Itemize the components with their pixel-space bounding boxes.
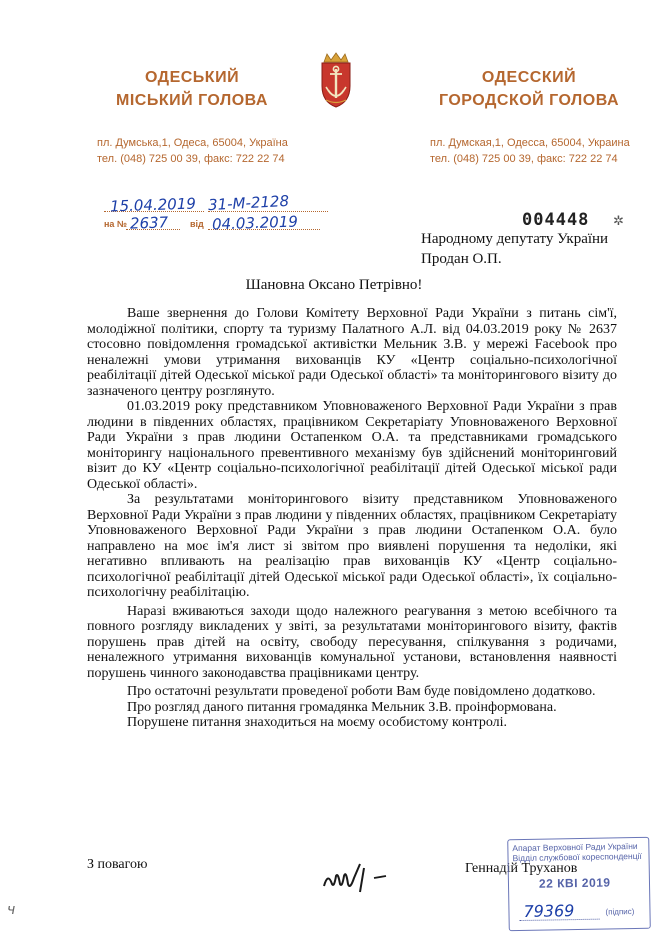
letter-body [87, 306, 617, 731]
from-date: 04.03.2019 [211, 212, 299, 234]
letterhead-left-title [92, 66, 292, 112]
margin-mark: ч [7, 902, 16, 918]
salutation: Шановна Оксано Петрівно! [245, 277, 423, 293]
handwritten-signature [320, 858, 410, 896]
right-address: пл. Думская,1, Одесса, 65004, Украина [430, 137, 630, 149]
signer-name: Геннадій Труханов [465, 861, 578, 876]
letterhead-right-contacts [430, 135, 660, 167]
letterhead-right-title [415, 66, 643, 112]
incoming-stamp [507, 837, 651, 931]
registration-date: 15.04.2019 [109, 194, 197, 216]
stamp-line2: Відділ службової кореспонденції [512, 850, 642, 864]
left-title-line1: ОДЕСЬКИЙ [144, 69, 240, 86]
sun-mark-icon: ✲ [613, 213, 624, 228]
paragraph-5: Про остаточні результати проведеної роботи Вам буде повідомлено додатково. [127, 684, 596, 699]
right-title-line2: ГОРОДСКОЙ ГОЛОВА [439, 92, 619, 109]
to-prefix: на № [104, 219, 127, 229]
to-number: 2637 [129, 213, 169, 233]
registration-block [104, 191, 334, 236]
paragraph-3: За результатами моніторингового візиту представником Уповноваженого Верховної Ради України з прав людини у південних областях, працівником Секретаріату Уповноваженого Верховної Ради України з прав людини Остапенком О.А. було направлено на моє ім'я лист зі звітом про виявлені порушення та недоліки, які негативно впливають на реалізацію прав вихованців КУ «Центр соціально-психологічної реабілітації дітей Одеської міської ради Одеської області», їх соціально-психологічну реабілітацію. [87, 492, 617, 600]
paragraph-7: Порушене питання знаходиться на моєму особистому контролі. [127, 715, 508, 730]
stamp-line1: Апарат Верховної Ради України [512, 840, 638, 854]
left-title-line2: МІСЬКИЙ ГОЛОВА [116, 92, 268, 109]
from-prefix: від [190, 219, 204, 229]
recipient-line1: Народному депутату України [421, 231, 609, 247]
stamp-sign-label: (підпис) [605, 907, 635, 917]
left-address: пл. Думська,1, Одеса, 65004, Україна [97, 137, 288, 149]
right-title-line1: ОДЕССКИЙ [481, 69, 577, 86]
paragraph-6: Про розгляд даного питання громадянка Мельник З.В. проінформована. [127, 699, 557, 715]
left-phone: тел. (048) 725 00 39, факс: 722 22 74 [97, 153, 285, 165]
registration-number: 31-М-2128 [207, 191, 290, 215]
stamp-number: 79369 [523, 901, 575, 921]
stamp-date: 22 КВІ 2019 [538, 875, 611, 891]
serial-number: 004448 [522, 210, 590, 230]
recipient-line2: Продан О.П. [421, 251, 502, 267]
paragraph-1: Ваше звернення до Голови Комітету Верховної Ради України з питань сім'ї, молодіжної політики, спорту та туризму Палатного А.Л. від 04.03.2019 року № 2637 стосовно повідомлення громадської активістки Мельник З.В. у мережі Facebook про неналежні умови утримання вихованців КУ «Центр соціально-психологічної реабілітації дітей Одеської міської ради Одеської області» та моніторингового візиту до зазначеного центру розглянуто. [87, 306, 617, 399]
right-phone: тел. (048) 725 00 39, факс: 722 22 74 [430, 153, 618, 165]
letterhead-left-contacts [97, 135, 327, 167]
coat-of-arms-emblem [318, 52, 354, 108]
paragraph-4: Наразі вживаються заходи щодо належного реагування з метою всебічного та повного розгляду викладених у звіті, за результатами моніторингового візиту, фактів порушень прав дітей на освіту, свободу пересування, спілкування з родичами, неналежного утримання вихованців комунальної установи, встановлення наявності порушень чинного законодавства працівниками центру. [87, 603, 617, 681]
recipient-block [421, 229, 661, 269]
closing-regards: З повагою [87, 857, 148, 872]
paragraph-2: 01.03.2019 року представником Уповноваженого Верховної Ради України з прав людини в південних областях, працівником Секретаріату Уповноваженого Верховної Ради України з прав людини Остапенком О.А. та представниками громадського моніторингу національного превентивного механізму був здійснений моніторинговий візит до КУ «Центр соціально-психологічної реабілітації дітей Одеської міської ради Одеської області». [87, 399, 617, 492]
